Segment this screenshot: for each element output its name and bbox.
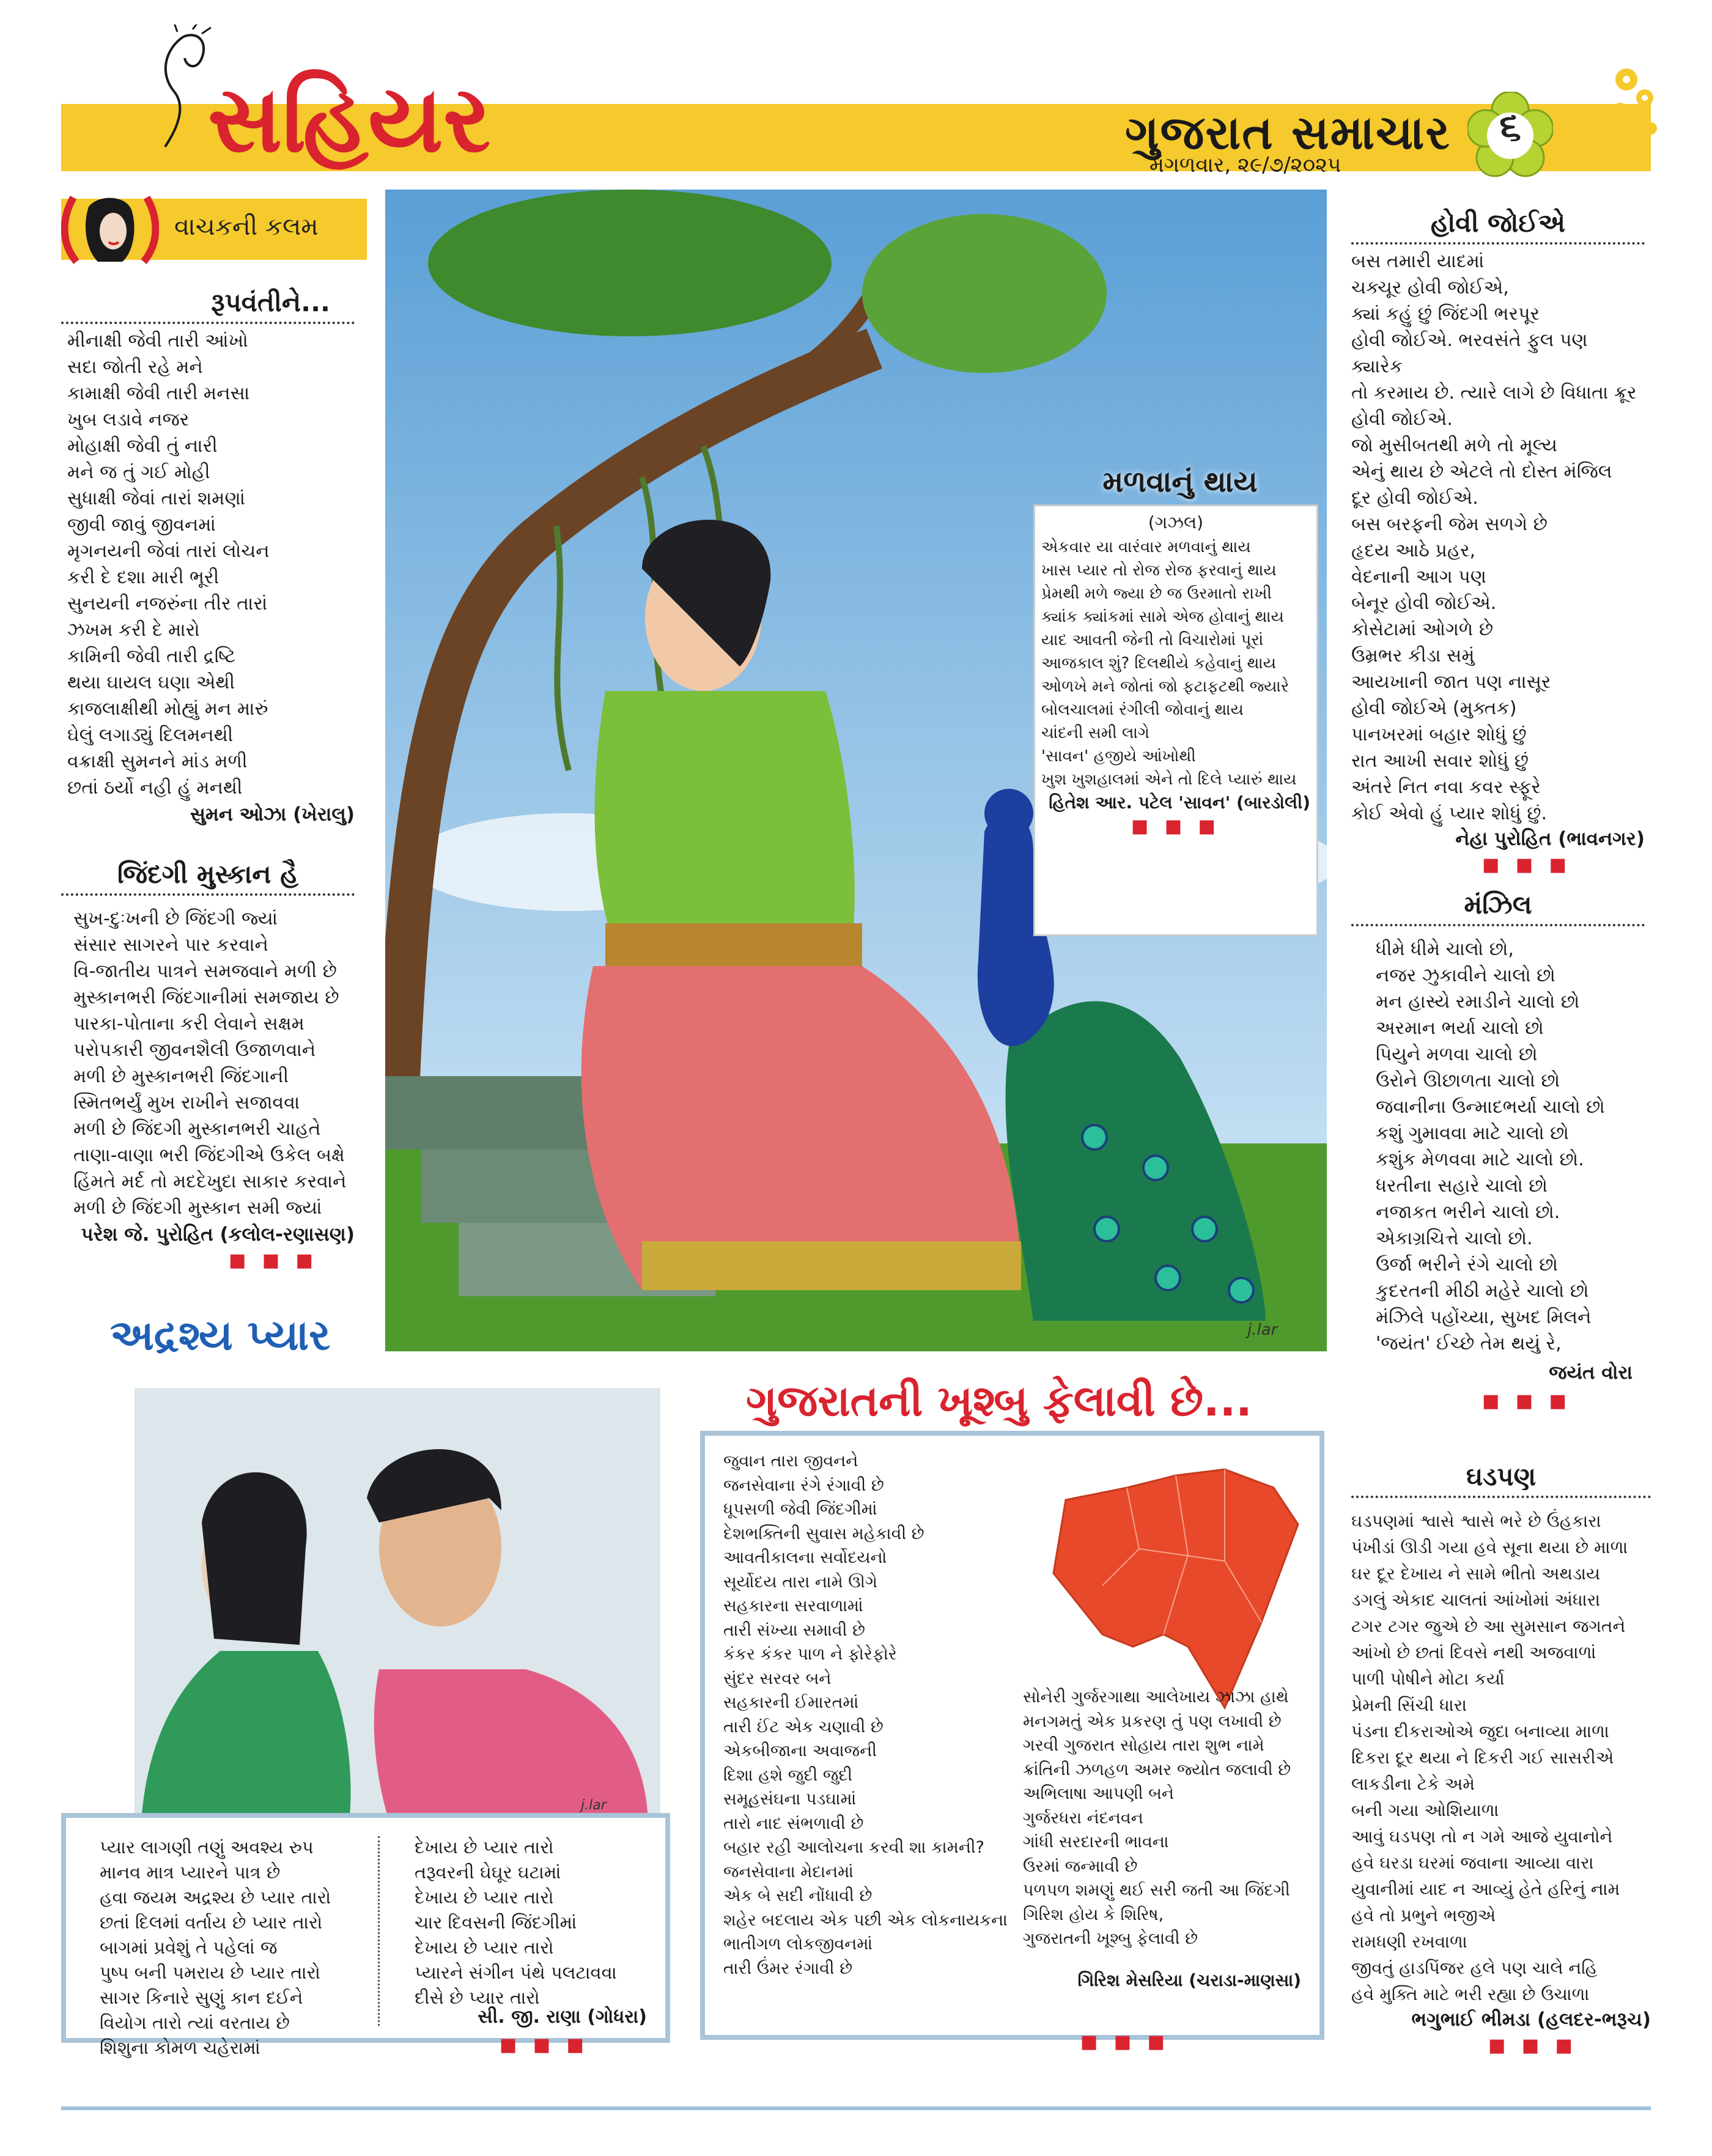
poem-line: મને જ તું ગઈ મોહી xyxy=(67,462,210,483)
poem-author: ભગુભાઈ ભીમડા (હલદર-ભરૂચ) xyxy=(1411,2009,1651,2031)
poem-line: શિશુના કોમળ ચહેરામાં xyxy=(100,2037,260,2058)
poem-line: સહકારની ઈમારતમાં xyxy=(723,1693,859,1712)
divider: ■ ■ ■ xyxy=(1131,816,1220,837)
poem-line: પંડના દીકરાઓએ જુદા બનાવ્યા માળા xyxy=(1351,1721,1609,1741)
poem-line: દિકરા દૂર થયા ને દિકરી ગઈ સાસરીએ xyxy=(1351,1748,1614,1768)
poem-line: જનસેવાના રંગે રંગાવી છે xyxy=(723,1475,884,1495)
poem-line: બોલચાલમાં રંગીલી જોવાનું થાય xyxy=(1041,701,1244,719)
poem-line: કોસેટામાં ઓગળે છે xyxy=(1351,619,1494,640)
poem-line: નજર ઝુકાવીને ચાલો છો xyxy=(1376,965,1555,986)
poem-author: હિતેશ આર. પટેલ 'સાવન' (બારડોલી) xyxy=(1049,792,1310,813)
poem-author: જયંત વોરા xyxy=(1549,1362,1633,1384)
poem-line: મનગમતું એક પ્રકરણ તું પણ લખાવી છે xyxy=(1023,1711,1282,1731)
poem-line: એકવાર યા વારંવાર મળવાનું થાય xyxy=(1041,538,1251,556)
poem-author: સી. જી. રાણા (ગોધરા) xyxy=(478,2006,647,2028)
page-bottom-rule xyxy=(61,2106,1651,2110)
poem-line: પળપળ શમણું થઈ સરી જતી આ જિંદગી xyxy=(1023,1881,1290,1900)
poem-line: ઉરમાં જન્માવી છે xyxy=(1023,1856,1138,1876)
poem-line: વિ-જાતીય પાત્રને સમજવાને મળી છે xyxy=(73,961,337,982)
poem-line: ઉર્જા ભરીને રંગે ચાલો છો xyxy=(1376,1254,1558,1276)
poem-line: ચક્ચૂર હોવી જોઈએ, xyxy=(1351,277,1509,298)
poem-line: ડગલું એકાદ ચાલતાં આંખોમાં અંધારા xyxy=(1351,1590,1601,1610)
poem-line: એક બે સદી નોંધાવી છે xyxy=(723,1886,873,1905)
poem-line: હૃદય આઠે પ્રહર, xyxy=(1351,540,1476,561)
poem-author: પરેશ જે. પુરોહિત (કલોલ-રણાસણ) xyxy=(81,1224,355,1246)
poem-line: વેદનાની આગ પણ xyxy=(1351,566,1486,588)
poem-line: દેશભક્તિની સુવાસ મહેકાવી છે xyxy=(723,1524,924,1543)
artist-signature: j.lar xyxy=(1247,1321,1278,1339)
poem-line: ઘર દૂર દેખાય ને સામે ભીતો અથડાય xyxy=(1351,1563,1601,1584)
poem-line: વિયોગ તારો ત્યાં વરતાય છે xyxy=(100,2012,290,2033)
poem-line: ઘેલું લગાડ્યું દિલમનથી xyxy=(67,725,234,746)
poem-line: મોહાક્ષી જેવી તું નારી xyxy=(67,435,218,457)
poem-line: હિંમતે મર્દ તો મદદેખુદા સાકાર કરવાને xyxy=(73,1171,347,1192)
poem-line: જુવાન તારા જીવનને xyxy=(723,1452,858,1471)
poem-line: સોનેરી ગુર્જરગાથા આલેખાય ઝાઝા હાથે xyxy=(1023,1688,1289,1707)
poem-line: બસ તમારી યાદમાં xyxy=(1351,251,1485,272)
poem-line: અરમાન ભર્યા ચાલો છો xyxy=(1376,1017,1544,1039)
poem-line: મળી છે જિંદગી મુસ્કાન સમી જ્યાં xyxy=(73,1197,322,1219)
poem-line: પાનખરમાં બહાર શોધું છું xyxy=(1351,724,1527,745)
poem-line: ટગર ટગર જુએ છે આ સુમસાન જગતને xyxy=(1351,1616,1626,1636)
poem-line: મળી છે મુસ્કાનભરી જિંદગાની xyxy=(73,1066,289,1087)
poem-line: છતાં દિલમાં વર્તાય છે પ્યાર તારો xyxy=(100,1912,323,1933)
poem-line: હોવી જોઈએ. ભરવસંતે ફુલ પણ ક્યારેક xyxy=(1351,330,1588,377)
poem-line: સંસાર સાગરને પાર કરવાને xyxy=(73,934,268,956)
poem-line: ખાસ પ્યાર તો રોજ રોજ ફરવાનું થાય xyxy=(1041,561,1277,580)
issue-date: મંગળવાર, ૨૯/૭/૨૦૨૫ xyxy=(1149,153,1341,177)
divider: ■ ■ ■ xyxy=(229,1250,318,1271)
poem-line: પુષ્પ બની પમરાય છે પ્યાર તારો xyxy=(100,1962,320,1983)
poem-line: એનું થાય છે એટલે તો દોસ્ત મંજિલ xyxy=(1351,461,1612,482)
poem-line: ક્યાં કહું છું જિંદગી ભરપૂર xyxy=(1351,303,1540,325)
poem-line: ઓળખે મને જોતાં જો ફટાફટથી જ્યારે xyxy=(1041,677,1290,696)
couple-illustration xyxy=(61,1364,673,1828)
newspaper-name: ગુજરાત સમાચાર xyxy=(1125,105,1451,160)
poem-line: પંખીડાં ઊડી ગયા હવે સૂના થયા છે માળા xyxy=(1351,1537,1628,1557)
poem-line: મૃગનયની જેવાં તારાં લોચન xyxy=(67,541,270,562)
poem-line: માનવ માત્ર પ્યારને પાત્ર છે xyxy=(100,1862,281,1883)
poem-line: જીવી જાવું જીવનમાં xyxy=(67,514,216,536)
poem-line: તારી સંખ્યા સમાવી છે xyxy=(723,1620,865,1640)
poem-malvanu xyxy=(1033,504,1318,936)
poem-title: હોવી જોઈએ xyxy=(1351,208,1645,245)
divider: ■ ■ ■ xyxy=(1488,2035,1577,2056)
poem-line: પ્રેમથી મળે જ્યા છે જ ઉરમાતો રાખી xyxy=(1041,585,1272,603)
poem-line: સ્મિતભર્યું મુખ રાખીને સજાવવા xyxy=(73,1092,300,1113)
column-divider xyxy=(378,1836,380,2026)
poem-author: નેહા પુરોહિત (ભાવનગર) xyxy=(1455,828,1645,850)
poem-author: ગિરિશ મેસરિયા (ચરાડા-માણસા) xyxy=(1077,1970,1301,1990)
poem-rupvantine xyxy=(61,287,355,826)
poem-line: ક્રાંતિની ઝળહળ અમર જ્યોત જલાવી છે xyxy=(1023,1760,1291,1779)
poem-line: સુધાક્ષી જેવાં તારાં શમણાં xyxy=(67,488,245,509)
poem-line: કશુંક મેળવવા માટે ચાલો છો. xyxy=(1376,1149,1584,1170)
poem-line: સમૂહસંઘના પડઘામાં xyxy=(723,1790,857,1809)
poem-line: આજકાલ શું? દિલથીયે કહેવાનું થાય xyxy=(1041,654,1277,673)
poem-line: કુદરતની મીઠી મહેરે ચાલો છો xyxy=(1376,1280,1589,1302)
poem-line: આયખાની જાત પણ નાસૂર xyxy=(1351,671,1551,693)
poem-line: લાકડીના ટેકે અમે xyxy=(1351,1774,1475,1794)
poem-line: દેખાય છે પ્યાર તારો xyxy=(415,1937,554,1958)
poem-line: અંતરે નિત નવા કવર સ્ફૂરે xyxy=(1351,777,1541,798)
poem-line: થયા ઘાયલ ઘણા એથી xyxy=(67,672,235,693)
poem-line: મંઝિલે પહોંચ્યા, સુખદ મિલને xyxy=(1376,1307,1592,1328)
poem-line: દેખાય છે પ્યાર તારો xyxy=(415,1837,554,1858)
poem-line: ધૂપસળી જેવી જિંદગીમાં xyxy=(723,1500,877,1519)
poem-line: ઉરોને ઊછાળતા ચાલો છો xyxy=(1376,1070,1560,1091)
poem-title: અદ્રશ્ય પ્યાર xyxy=(110,1312,331,1360)
poem-title: ગુજરાતની ખૂશ્બુ ફેલાવી છે... xyxy=(746,1376,1252,1426)
poem-line: બની ગયા ઓશિયાળા xyxy=(1351,1800,1499,1820)
poem-line: છતાં ઠર્યો નહી હું મનથી xyxy=(67,777,243,799)
poem-line: આવતીકાલના સર્વોદયનો xyxy=(723,1548,887,1567)
decorative-flowers-icon xyxy=(1553,55,1663,159)
poem-line: ગાંધી સરદારની ભાવના xyxy=(1023,1833,1169,1851)
poem-line: ધીમે ધીમે ચાલો છો, xyxy=(1376,939,1514,960)
poem-line: સુખ-દુઃખની છે જિંદગી જ્યાં xyxy=(73,908,278,929)
poem-body xyxy=(1351,248,1645,827)
poem-line: ગરવી ગુજરાત સોહાય તારા શુભ નામે xyxy=(1023,1736,1264,1755)
poem-title: રૂપવંતીને... xyxy=(61,287,355,324)
poem-line: પ્રેમની સિંચી ધારા xyxy=(1351,1695,1467,1715)
poem-line: દેખાય છે પ્યાર તારો xyxy=(415,1887,554,1908)
poem-line: જીવતું હાડપિંજર હલે પણ ચાલે નહિ xyxy=(1351,1958,1598,1978)
poem-line: ક્યાંક ક્યાંકમાં સામે એજ હોવાનું થાય xyxy=(1041,608,1284,626)
poem-body-left xyxy=(723,1449,1029,1981)
poem-line: તારી ઈંટ એક ચણાવી છે xyxy=(723,1717,884,1737)
poem-line: પાળી પોષીને મોટા કર્યા xyxy=(1351,1669,1505,1689)
poem-line: પારકા-પોતાના કરી લેવાને સક્ષમ xyxy=(73,1013,304,1035)
poem-line: મળી છે જિંદગી મુસ્કાનભરી ચાહતે xyxy=(73,1118,321,1140)
poem-line: રામધણી રખવાળા xyxy=(1351,1932,1467,1952)
reader-avatar-icon xyxy=(61,194,159,265)
poem-line: સાગર કિનારે સુણું કાન દઈને xyxy=(100,1987,303,2008)
poem-line: કરી દે દશા મારી ભૂરી xyxy=(67,567,220,588)
poem-line: કામિની જેવી તારી દ્રષ્ટિ xyxy=(67,646,236,667)
poem-body-right xyxy=(1023,1685,1310,1951)
gujarat-map-icon xyxy=(1041,1463,1310,1720)
artist-signature: j.lar xyxy=(581,1798,607,1813)
poem-body xyxy=(1351,936,1645,1357)
brand-logo: સહિયર xyxy=(208,65,491,173)
poem-line: ઉમ્રભર કીડા સમું xyxy=(1351,645,1475,666)
poem-line: દીસે છે પ્યાર તારો xyxy=(415,1987,540,2008)
poem-line: બાગમાં પ્રવેશું તે પહેલાં જ xyxy=(100,1937,278,1958)
poem-gujarat xyxy=(700,1431,1324,2040)
poem-line: નજાકત ભરીને ચાલો છો. xyxy=(1376,1202,1560,1223)
poem-title: ઘડપણ xyxy=(1351,1461,1651,1498)
poem-line: તાણા-વાણા ભરી જિંદગીએ ઉકેલ બક્ષે xyxy=(73,1145,345,1166)
poem-title: મળવાનું થાય xyxy=(1102,465,1258,499)
poem-line: ચાર દિવસની જિંદગીમાં xyxy=(415,1912,577,1933)
poem-line: પરોપકારી જીવનશૈલી ઉજાળવાને xyxy=(73,1039,316,1061)
poem-line: દિશા હશે જુદી જુદી xyxy=(723,1765,853,1785)
poem-line: પ્યાર લાગણી તણું અવશ્ય રુપ xyxy=(100,1837,314,1858)
poem-line: કોઈ એવો હું પ્યાર શોધું છું. xyxy=(1351,803,1547,824)
page-number: ૬ xyxy=(1499,104,1521,149)
poem-line: તારો નાદ સંભળાવી છે xyxy=(723,1814,864,1833)
poem-line: જો મુસીબતથી મળે તો મૂલ્ય xyxy=(1351,435,1557,456)
poem-body xyxy=(1041,536,1310,791)
poem-line: ગિરિશ હોય કે શિરિષ, xyxy=(1023,1905,1164,1924)
poem-line: મીનાક્ષી જેવી તારી આંખો xyxy=(67,330,248,352)
poem-line: 'સાવન' હજીયે આંખોથી xyxy=(1041,747,1196,766)
poem-body xyxy=(1351,1508,1651,2007)
poem-title: જિંદગી મુસ્કાન હૈ xyxy=(61,859,355,896)
poem-line: ધરતીના સહારે ચાલો છો xyxy=(1376,1175,1548,1197)
poem-line: ખુબ લડાવે નજર xyxy=(67,409,190,430)
poem-body-right xyxy=(415,1835,647,2010)
divider: ■ ■ ■ xyxy=(1482,854,1571,876)
poem-adrashya xyxy=(61,1813,670,2058)
divider: ■ ■ ■ xyxy=(500,2034,589,2056)
poem-subtitle: (ગઝલ) xyxy=(1148,512,1204,533)
divider: ■ ■ ■ xyxy=(1482,1390,1571,1412)
poem-line: જનસેવાના મેદાનમાં xyxy=(723,1862,854,1881)
poem-line: કંકર કંકર પાળ ને ફોરેફોરે xyxy=(723,1645,897,1664)
poem-line: સુંદર સરવર બને xyxy=(723,1669,832,1688)
poem-line: તો કરમાય છે. ત્યારે લાગે છે વિધાતા ક્રૂર xyxy=(1351,382,1637,404)
poem-body xyxy=(61,328,355,801)
poem-line: પ્યારને સંગીન પંથે પલટાવવા xyxy=(415,1962,617,1983)
poem-ghadpan xyxy=(1351,1461,1651,2056)
poem-line: એકબીજાના અવાજની xyxy=(723,1741,877,1760)
poem-line: સદા જોતી રહે મને xyxy=(67,356,203,378)
poem-line: રાત આખી સવાર શોધું છું xyxy=(1351,750,1529,772)
poem-line: એકાગ્રચિત્તે ચાલો છો. xyxy=(1376,1228,1533,1249)
poem-line: કામાક્ષી જેવી તારી મનસા xyxy=(67,383,250,404)
poem-line: સુનયની નજરુંના તીર તારાં xyxy=(67,593,268,615)
poem-line: કાજલાક્ષીથી મોહ્યું મન મારું xyxy=(67,698,268,720)
poem-line: મુસ્કાનભરી જિંદગાનીમાં સમજાય છે xyxy=(73,987,339,1008)
poem-line: હોવી જોઈએ. xyxy=(1351,408,1453,430)
poem-hovi xyxy=(1351,208,1645,876)
poem-line: ગુજરાતની ખૂશ્બુ ફેલાવી છે xyxy=(1023,1929,1198,1948)
section-label: વાચકની કલમ xyxy=(174,213,319,241)
poem-line: સૂર્યોદય તારા નામે ઊગે xyxy=(723,1572,877,1592)
poem-line: હવે તો પ્રભુને ભજીએ xyxy=(1351,1905,1496,1925)
poem-line: 'જયંત' ઈચ્છે તેમ થયું રે, xyxy=(1376,1333,1562,1354)
poem-line: પિયુને મળવા ચાલો છો xyxy=(1376,1044,1538,1065)
poem-line: ચાંદની સમી લાગે xyxy=(1041,724,1149,742)
poem-line: હવે ઘરડા ઘરમાં જવાના આવ્યા વારા xyxy=(1351,1853,1594,1873)
poem-body xyxy=(61,906,355,1221)
poem-line: આંખો છે છતાં દિવસે નથી અજવાળાં xyxy=(1351,1642,1596,1663)
poem-line: દૂર હોવી જોઈએ. xyxy=(1351,487,1478,509)
poem-line: ઘડપણમાં શ્વાસે શ્વાસે ભરે છે ઉંહકારા xyxy=(1351,1511,1601,1531)
poem-line: તારી ઉંમર રંગાવી છે xyxy=(723,1958,853,1978)
poem-line: હવા જયમ અદ્રશ્ય છે પ્યાર તારો xyxy=(100,1887,331,1908)
poem-line: યાદ આવતી જેની તો વિચારોમાં પૂરાં xyxy=(1041,631,1264,649)
poem-line: ખુશ ખુશહાલમાં એને તો દિલે પ્યારું થાય xyxy=(1041,770,1297,789)
poem-zindagi xyxy=(61,859,355,1271)
poem-title: મંઝિલ xyxy=(1351,890,1645,926)
poem-line: હોવી જોઈએ (મુક્તક) xyxy=(1351,698,1517,719)
poem-author: સુમન ઓઝા (ખેરાલુ) xyxy=(190,803,355,825)
poem-line: હવે મુક્તિ માટે ભરી રહ્યા છે ઉચાળા xyxy=(1351,1984,1590,2004)
poem-manzil xyxy=(1351,890,1645,1412)
poem-body-left xyxy=(100,1835,369,2061)
poem-line: મન હાસ્યે રમાડીને ચાલો છો xyxy=(1376,991,1580,1013)
poem-line: શહેર બદલાય એક પછી એક લોકનાયકના xyxy=(723,1910,1008,1930)
poem-line: આવું ઘડપણ તો ન ગમે આજે યુવાનોને xyxy=(1351,1826,1613,1847)
poem-line: અભિલાષા આપણી બને xyxy=(1023,1784,1175,1803)
poem-line: બસ બરફની જેમ સળગે છે xyxy=(1351,514,1548,535)
poem-line: કશું ગુમાવવા માટે ચાલો છો xyxy=(1376,1123,1569,1144)
poem-line: ભાતીગળ લોકજીવનમાં xyxy=(723,1935,873,1954)
poem-line: ઝખમ કરી દે મારો xyxy=(67,619,200,641)
poem-line: જવાનીના ઉન્માદભર્યા ચાલો છો xyxy=(1376,1096,1605,1118)
poem-line: બેનૂર હોવી જોઈએ. xyxy=(1351,593,1497,614)
poem-line: બહાર રહી આલોચના કરવી શા કામની? xyxy=(723,1838,984,1857)
poem-line: સહકારના સરવાળામાં xyxy=(723,1597,863,1615)
poem-line: યુવાનીમાં યાદ ન આવ્યું હેતે હરિનું નામ xyxy=(1351,1879,1620,1899)
poem-line: ગુર્જરધરા નંદનવન xyxy=(1023,1808,1143,1828)
poem-line: તરૂવરની ઘેઘૂર ઘટામાં xyxy=(415,1862,561,1883)
divider: ■ ■ ■ xyxy=(1080,2031,1170,2053)
poem-line: વક્રાક્ષી સુમનને માંડ મળી xyxy=(67,751,248,772)
